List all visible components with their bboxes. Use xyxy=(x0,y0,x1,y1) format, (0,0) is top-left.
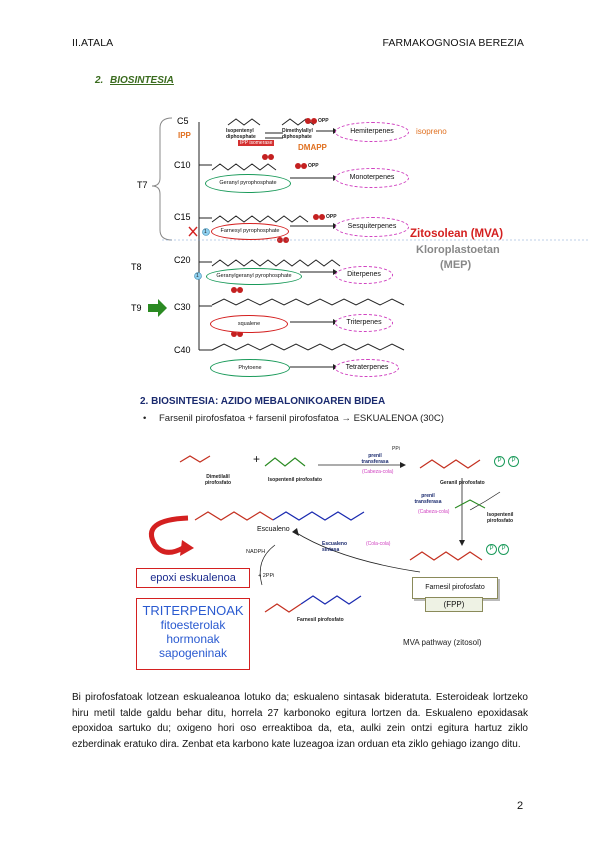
bullet-dot: • xyxy=(143,413,147,424)
dmapp-label: DMAPP xyxy=(298,143,327,152)
cadena-1: (Cabeza-cola) xyxy=(362,469,394,475)
hormonak: hormonak xyxy=(166,632,220,646)
phosphate-icon: P xyxy=(498,544,509,555)
ipp-label: IPP xyxy=(178,131,191,140)
level-c20: C20 xyxy=(174,255,191,265)
prenil-transferasa-1: prenil transferasa xyxy=(361,453,389,465)
phosphate-icon: P xyxy=(486,544,497,555)
phosphate-icon: P xyxy=(494,456,505,467)
level-c15: C15 xyxy=(174,212,191,222)
plus-sign: + xyxy=(253,452,261,466)
geranylgeranyl-pp-oval: Geranylgeranyl pyrophosphate xyxy=(206,268,302,285)
isopentenil-label: Isopentenil pirofosfato xyxy=(487,512,514,524)
squalene-oval: squalene xyxy=(210,315,288,333)
level-c10: C10 xyxy=(174,160,191,170)
level-c30: C30 xyxy=(174,302,191,312)
isomerase-box: IPP isomerase xyxy=(240,140,273,146)
section1-title: BIOSINTESIA xyxy=(110,75,174,86)
section1-number: 2. xyxy=(95,75,104,86)
dmap-label: Dimetilalil pirofosfato xyxy=(204,474,232,486)
fitoesterolak: fitoesterolak xyxy=(160,618,226,632)
diterpenes-oval: Diterpenes xyxy=(335,266,393,284)
opp-label: OPP xyxy=(318,118,329,124)
circle-mark: 1 xyxy=(196,273,199,279)
eskualeno-label: Escualeno xyxy=(257,526,290,533)
dmapp-name: Dimethylallyl diphosphate xyxy=(282,128,313,140)
t7-label: T7 xyxy=(137,180,148,190)
pathway-mep-label-2: (MEP) xyxy=(440,259,472,271)
body-paragraph: Bi pirofosfatoak lotzean eskualeanoa lotuko da; eskualeno sintasak bideratuta. Esteroideak lortzeko hiru metil talde galdu behar ditu, horrela 27 karbonoko egitura lortzen da. Eskualeno epoxidasak epoxidoa sartuko du; oxigeno hori oso erreaktiboa da, eta, aulki zein ontzi egitura hartuz ziklo ezberdinak eratuko dira. Zenbat eta karbono kate luzeagoa izan orduan eta ziklo gehiago izango ditu. xyxy=(72,692,528,750)
section2-heading: 2. BIOSINTESIA: AZIDO MEBALONIKOAREN BIDEA xyxy=(140,396,386,407)
t8-label: T8 xyxy=(131,262,142,272)
geranil-label: Geranil pirofosfato xyxy=(440,480,485,486)
header-left: II.ATALA xyxy=(72,37,114,49)
opp-label: OPP xyxy=(326,214,337,220)
level-c5: C5 xyxy=(177,116,189,126)
level-c40: C40 xyxy=(174,345,191,355)
sapogeninak: sapogeninak xyxy=(158,646,228,660)
triterpenoak-title: TRITERPENOAK xyxy=(142,603,244,618)
pathway-mep-label-1: Kloroplastoetan xyxy=(416,244,500,256)
isopreno-label: isopreno xyxy=(416,127,447,136)
section2-bullet: Farsenil pirofosfatoa + farsenil pirofosfatoa → ESKUALENOA (30C) xyxy=(159,413,444,424)
page-number: 2 xyxy=(517,800,524,812)
cola-label: (Cola-cola) xyxy=(366,541,391,547)
hemiterpenes-oval: Hemiterpenes xyxy=(335,122,409,142)
triterpenoak-box xyxy=(136,598,250,670)
twoppi-label: + 2PPi xyxy=(258,573,275,579)
epoxi-eskualenoa-box: epoxi eskualenoa xyxy=(136,568,250,588)
mva-pathway-label: MVA pathway (zitosol) xyxy=(403,638,482,647)
farnesil-small-label: Farnesil pirofosfato xyxy=(297,617,344,623)
monoterpenes-oval: Monoterpenes xyxy=(335,168,409,188)
opp-label: OPP xyxy=(308,163,319,169)
ipp-name: Isopentenyl diphosphate xyxy=(226,128,256,140)
phosphate-icon: P xyxy=(508,456,519,467)
tetraterpenes-oval: Tetraterpenes xyxy=(335,359,399,377)
sintasa-label: Escualeno sintasa xyxy=(322,541,348,553)
pathway-mva-label: Zitosolean (MVA) xyxy=(410,228,504,240)
ipp-label-2: Isopentenil pirofosfato xyxy=(268,477,322,483)
cadena-2: (Cabeza-cola) xyxy=(418,509,450,515)
triterpenes-oval: Triterpenes xyxy=(335,314,393,332)
geranyl-pp-oval: Geranyl pyrophosphate xyxy=(205,174,291,193)
farnesyl-pp-oval: Farnesyl pyrophosphate xyxy=(211,223,289,240)
ppi-label: PPi xyxy=(392,446,400,452)
fpp-box: (FPP) xyxy=(425,597,483,612)
circle-mark: 1 xyxy=(204,229,207,235)
nadph-label: NADPH xyxy=(246,549,266,555)
t9-label: T9 xyxy=(131,303,142,313)
farnesil-box: Farnesil pirofosfato xyxy=(412,577,498,599)
sesquiterpenes-oval: Sesquiterpenes xyxy=(335,217,409,237)
header-right: FARMAKOGNOSIA BEREZIA xyxy=(382,37,524,49)
phytoene-oval: Phytoene xyxy=(210,359,290,377)
prenil-transferasa-2: prenil transferasa xyxy=(414,493,442,505)
